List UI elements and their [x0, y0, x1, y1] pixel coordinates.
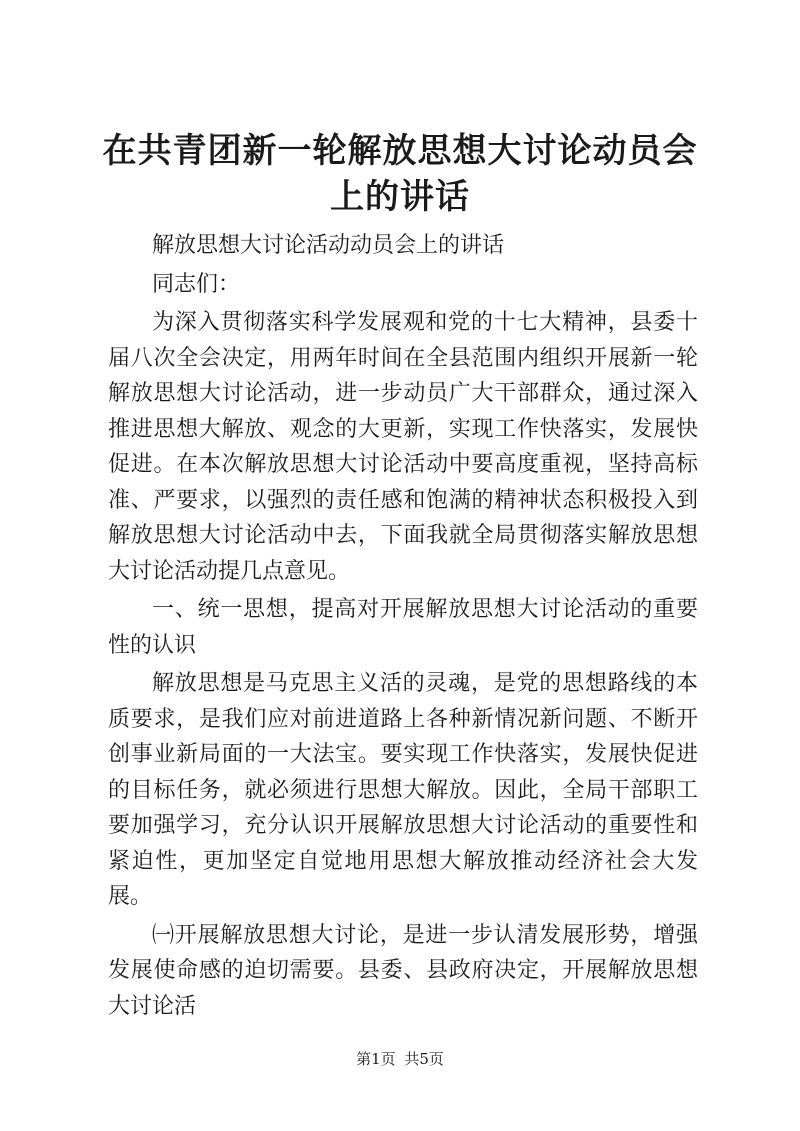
document-title: 在共青团新一轮解放思想大讨论动员会上的讲话 — [102, 131, 698, 217]
page-total: 共5页 — [404, 1050, 444, 1068]
section-heading-paragraph: 一、统一思想，提高对开展解放思想大讨论活动的重要性的认识 — [108, 597, 698, 658]
subtitle-paragraph: 解放思想大讨论活动动员会上的讲话 — [152, 233, 505, 258]
salutation-paragraph: 同志们： — [152, 271, 241, 297]
page-number: 第1页 — [356, 1050, 396, 1068]
document-body — [108, 228, 698, 1027]
body-paragraph: 解放思想是马克思主义活的灵魂，是党的思想路线的本质要求，是我们应对前进道路上各种新情况新问题、不断开创事业新局面的一大法宝。要实现工作快落实，发展快促进的目标任务，就必须进行思想大解放。因此，全局干部职工要加强学习，充分认识开展解放思想大讨论活动的重要性和紧迫性，更加坚定自觉地用思想大解放推动经济社会大发展。 — [108, 671, 698, 909]
body-paragraph: 为深入贯彻落实科学发展观和党的十七大精神，县委十届八次全会决定，用两年时间在全县范围内组织开展新一轮解放思想大讨论活动，进一步动员广大干部群众，通过深入推进思想大解放、观念的大更新，实现工作快落实，发展快促进。在本次解放思想大讨论活动中要高度重视，坚持高标准、严要求，以强烈的责任感和饱满的精神状态积极投入到解放思想大讨论活动中去，下面我就全局贯彻落实解放思想大讨论活动提几点意见。 — [108, 310, 698, 584]
body-paragraph: ㈠开展解放思想大讨论，是进一步认清发展形势，增强发展使命感的迫切需要。县委、县政府决定，开展解放思想大讨论活 — [108, 922, 698, 1019]
page-footer — [0, 1049, 800, 1069]
